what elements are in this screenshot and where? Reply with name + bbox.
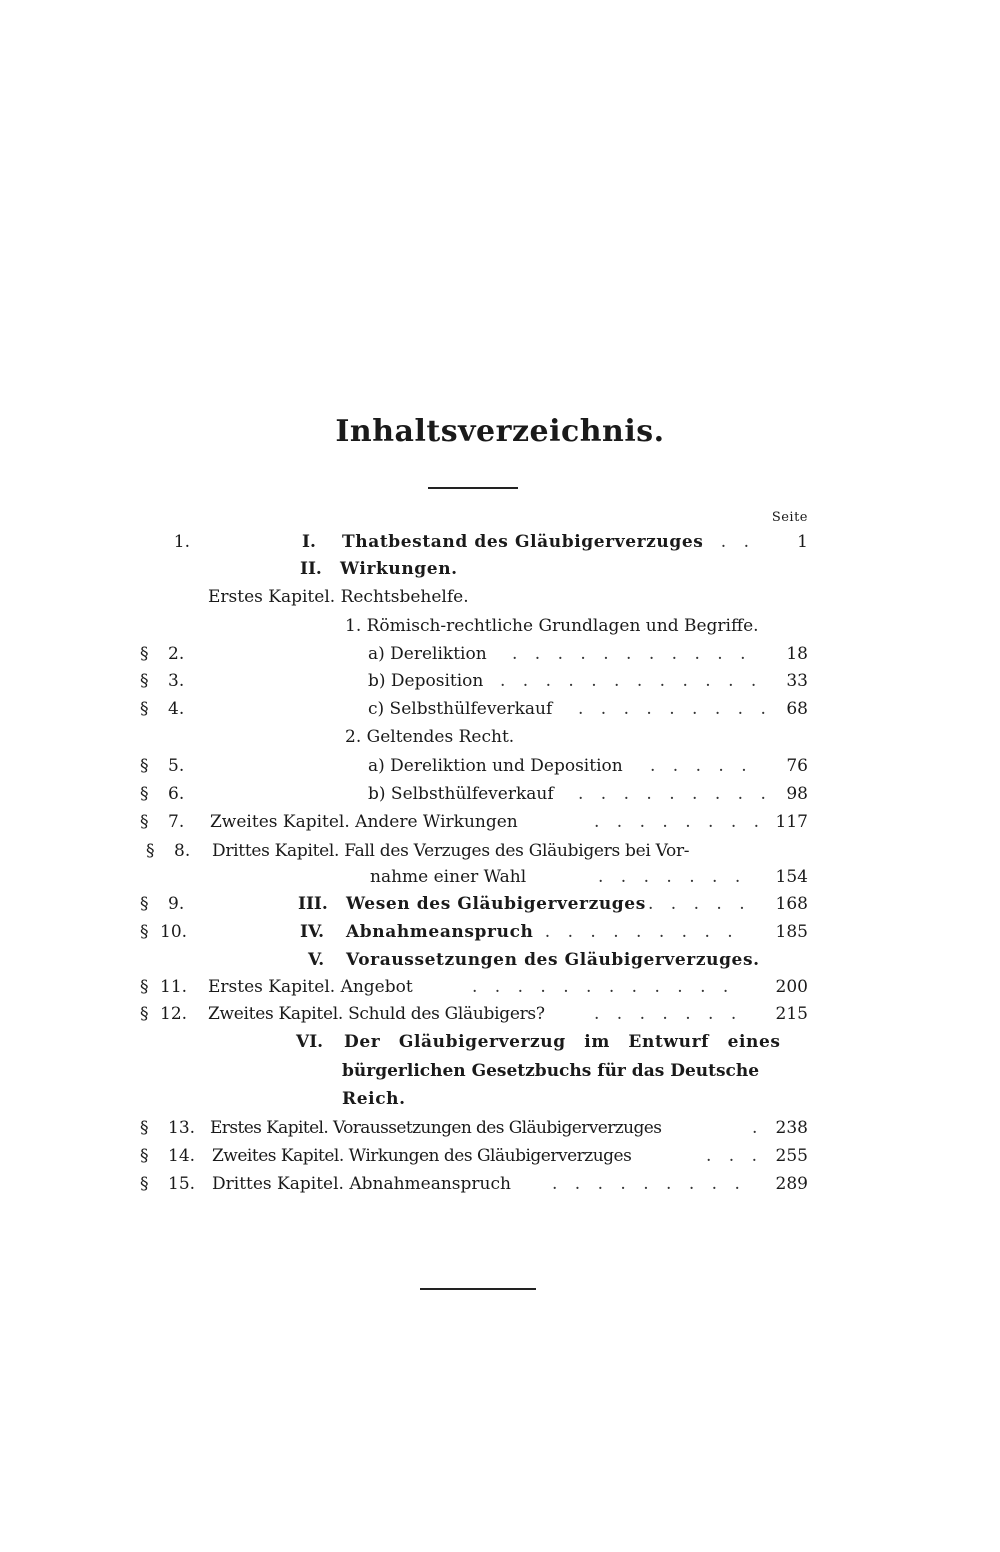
toc-row	[0, 837, 1000, 865]
entry-title: Drittes Kapitel. Abnahmeanspruch	[212, 1174, 511, 1194]
section-sign: §	[140, 1146, 149, 1166]
entry-title: Voraussetzungen des Gläubigerverzuges.	[346, 950, 760, 970]
toc-row	[0, 808, 1000, 836]
toc-row	[0, 667, 1000, 695]
section-number: 2.	[168, 644, 185, 664]
page-number: 68	[786, 699, 808, 719]
page-number: 33	[786, 671, 808, 691]
section-number: 3.	[168, 671, 185, 691]
leader-dots: . . . . . . . . .	[552, 1174, 746, 1194]
section-number: 8.	[174, 841, 191, 861]
leader-dots: . . . . . . .	[598, 867, 747, 887]
section-number: 5.	[168, 756, 185, 776]
leader-dots: . . . . . . . . . .	[522, 922, 739, 942]
entry-title: Zweites Kapitel. Andere Wirkungen	[210, 812, 518, 832]
page-number: 215	[775, 1004, 808, 1024]
section-sign: §	[140, 812, 149, 832]
page-number: 117	[775, 812, 808, 832]
page-number: 200	[775, 977, 808, 997]
entry-title: nahme einer Wahl	[370, 867, 527, 887]
page-number: 76	[786, 756, 808, 776]
page-number: 18	[786, 644, 808, 664]
entry-title: Erstes Kapitel. Rechtsbehelfe.	[208, 587, 469, 607]
entry-title: 2. Geltendes Recht.	[345, 727, 515, 747]
entry-title: c) Selbsthülfeverkauf	[368, 699, 553, 719]
section-sign: §	[140, 1118, 149, 1138]
section-number: 9.	[168, 894, 185, 914]
toc-row	[0, 612, 1000, 640]
leader-dots: . . .	[706, 1146, 764, 1166]
page-number: 255	[775, 1146, 808, 1166]
entry-number: 1.	[173, 532, 190, 552]
leader-dots: . . . . . . . . . . .	[512, 644, 752, 664]
entry-title: Zweites Kapitel. Schuld des Gläubigers?	[208, 1004, 545, 1024]
leader-dots: . . . . . . . . .	[578, 699, 772, 719]
page-number: 98	[786, 784, 808, 804]
entry-title: Reich.	[342, 1089, 406, 1109]
entry-title: Wesen des Gläubigerverzuges	[346, 894, 646, 914]
section-sign: §	[140, 644, 149, 664]
toc-row	[0, 555, 1000, 583]
toc-row	[0, 863, 1000, 891]
section-sign: §	[140, 1174, 149, 1194]
toc-row	[0, 1085, 1000, 1113]
entry-title: b) Deposition	[368, 671, 484, 691]
section-number: 4.	[168, 699, 185, 719]
seite-label: Seite	[771, 510, 808, 525]
toc-row	[0, 1000, 1000, 1028]
page-number: 289	[775, 1174, 808, 1194]
page-number: 185	[775, 922, 808, 942]
section-number: 15.	[168, 1174, 196, 1194]
section-number: 6.	[168, 784, 185, 804]
roman-numeral: II.	[300, 559, 322, 579]
toc-row	[0, 1114, 1000, 1142]
toc-row	[0, 918, 1000, 946]
entry-title: Erstes Kapitel. Voraussetzungen des Gläubigerverzuges	[210, 1118, 662, 1138]
section-sign: §	[140, 756, 149, 776]
entry-title: b) Selbsthülfeverkauf	[368, 784, 554, 804]
toc-row	[0, 528, 1000, 556]
entry-title: Drittes Kapitel. Fall des Verzuges des Gläubigers bei Vor-	[212, 841, 690, 861]
section-sign: §	[140, 784, 149, 804]
section-sign: §	[140, 1004, 149, 1024]
toc-row	[0, 640, 1000, 668]
leader-dots: . . . . . . . .	[594, 812, 766, 832]
toc-row	[0, 1170, 1000, 1198]
toc-row	[0, 780, 1000, 808]
toc-row	[0, 1028, 1000, 1056]
entry-title: Wirkungen.	[340, 559, 458, 579]
section-sign: §	[140, 699, 149, 719]
leader-dots: . . . . .	[648, 894, 751, 914]
leader-dots: . . . . . . . . .	[578, 784, 772, 804]
leader-dots: . . . . . . . . . . . .	[500, 671, 763, 691]
leader-dots: .	[752, 1118, 764, 1138]
section-number: 10.	[160, 922, 188, 942]
toc-row	[0, 973, 1000, 1001]
entry-title: Abnahmeanspruch	[346, 922, 534, 942]
toc-row	[0, 1057, 1000, 1085]
page-number: 1	[797, 532, 808, 552]
entry-title: Thatbestand des Gläubigerverzuges	[342, 532, 704, 552]
leader-dots: . . . . .	[650, 756, 753, 776]
leader-dots: . . . . . . . . . . . .	[472, 977, 735, 997]
title-divider	[428, 487, 518, 489]
roman-numeral: III.	[298, 894, 328, 914]
roman-numeral: VI.	[296, 1032, 324, 1052]
closing-divider	[420, 1288, 536, 1290]
section-number: 12.	[160, 1004, 188, 1024]
page-number: 154	[775, 867, 808, 887]
section-number: 11.	[160, 977, 188, 997]
entry-title: Der Gläubigerverzug im Entwurf eines	[344, 1032, 781, 1052]
toc-row	[0, 1142, 1000, 1170]
section-sign: §	[146, 841, 155, 861]
entry-title: bürgerlichen Gesetzbuchs für das Deutsche	[342, 1061, 760, 1081]
section-sign: §	[140, 894, 149, 914]
section-number: 14.	[168, 1146, 196, 1166]
toc-row	[0, 752, 1000, 780]
leader-dots: . . .	[698, 532, 756, 552]
page-number: 238	[775, 1118, 808, 1138]
roman-numeral: IV.	[300, 922, 325, 942]
entry-title: a) Dereliktion und Deposition	[368, 756, 623, 776]
section-sign: §	[140, 977, 149, 997]
toc-row	[0, 695, 1000, 723]
page-number: 168	[775, 894, 808, 914]
toc-row	[0, 583, 1000, 611]
entry-title: Erstes Kapitel. Angebot	[208, 977, 413, 997]
toc-row	[0, 946, 1000, 974]
entry-title: a) Dereliktion	[368, 644, 487, 664]
section-sign: §	[140, 671, 149, 691]
entry-title: Zweites Kapitel. Wirkungen des Gläubigerverzuges	[212, 1146, 632, 1166]
leader-dots: . . . . . . .	[594, 1004, 743, 1024]
page-title: Inhaltsverzeichnis.	[335, 414, 665, 449]
section-sign: §	[140, 922, 149, 942]
section-number: 13.	[168, 1118, 196, 1138]
toc-row	[0, 723, 1000, 751]
entry-title: 1. Römisch-rechtliche Grundlagen und Begriffe.	[345, 616, 759, 636]
section-number: 7.	[168, 812, 185, 832]
roman-numeral: V.	[308, 950, 325, 970]
roman-numeral: I.	[302, 532, 316, 552]
toc-row	[0, 890, 1000, 918]
